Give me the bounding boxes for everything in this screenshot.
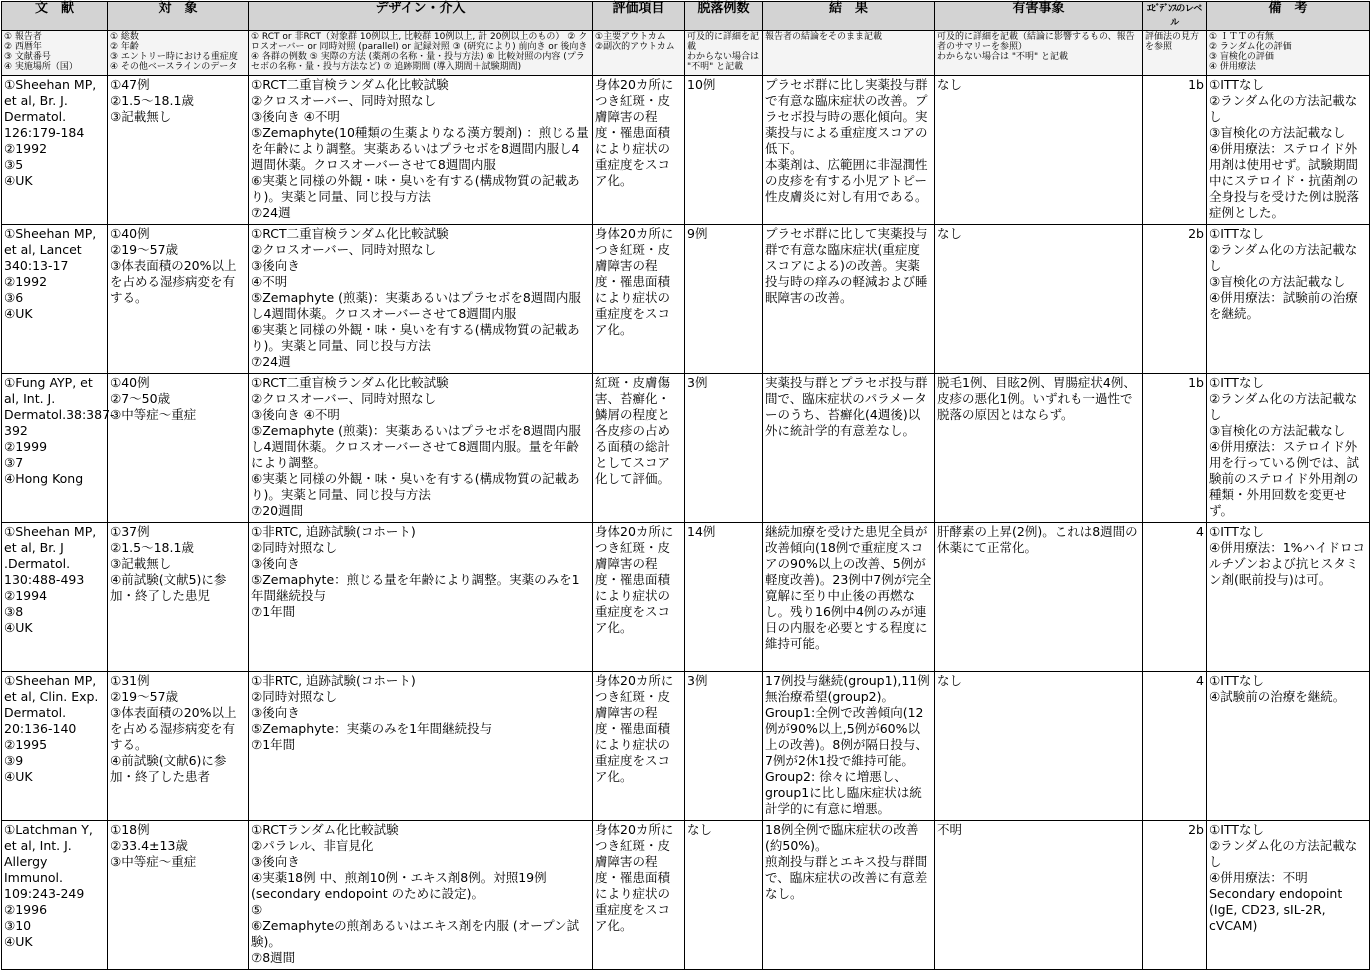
evaluation-cell: 身体20カ所につき紅斑・皮膚障害の程度・罹患面積により症状の重症度をスコア化。 [593, 225, 685, 374]
subjects-cell [108, 225, 249, 374]
design-line: ③後向き [251, 556, 300, 571]
design-line: ②クロスオーバー、同時対照なし [251, 391, 437, 406]
subjects-line: ③体表面積の20%以上を占める湿疹病変を有する。 [110, 258, 237, 305]
notes-line: ①ITTなし [1209, 524, 1264, 539]
notes-line: ②ランダム化の方法記載なし [1209, 838, 1358, 869]
design-line: ①RCTランダム化比較試験 [251, 822, 399, 837]
notes-line: ①ITTなし [1209, 226, 1264, 241]
notes-line: ②ランダム化の方法記載なし [1209, 242, 1358, 273]
subjects-line: ②19～57歳 [110, 689, 179, 704]
evaluation-cell: 身体20カ所につき紅斑・皮膚障害の程度・罹患面積により症状の重症度をスコア化。 [593, 672, 685, 821]
reference-line: ③5 [4, 157, 24, 172]
notes-line: ④併用療法：1%ハイドロコルチゾンおよび抗ヒスタミン剤(眠前投与)は可。 [1209, 540, 1366, 587]
design-line: ④実薬18例 中、煎剤10例・エキス剤8例。対照19例 (secondary endopoint のために設定)。 [251, 870, 547, 901]
dropout-cell: 3例 [685, 672, 763, 821]
subjects-line: ③中等症～重症 [110, 854, 197, 869]
evidence-level-cell: 4 [1143, 523, 1207, 672]
notes-line: ①ITTなし [1209, 375, 1264, 390]
column-header: 備 考 [1207, 2, 1370, 31]
subjects-line: ①47例 [110, 77, 150, 92]
notes-line: ③盲検化の方法記載なし [1209, 423, 1346, 438]
header-row [2, 2, 1370, 31]
column-header: 対 象 [108, 2, 249, 31]
subjects-line: ①18例 [110, 822, 150, 837]
design-line: ⑤Zemaphyte (煎薬)：実薬あるいはプラセボを8週間内服し4週間休薬。クロスオーバーさせて8週間内服 [251, 290, 581, 321]
table-row [2, 225, 1370, 374]
design-line: ①非RTC, 追跡試験(コホート) [251, 673, 416, 688]
notes-line: ①ITTなし [1209, 673, 1264, 688]
reference-cell [2, 523, 108, 672]
subjects-line: ④前試験(文献6)に参加・終了した患者 [110, 753, 227, 784]
design-line: ⑤Zemaphyte (煎薬)：実薬あるいはプラセボを8週間内服し4週間休薬。クロスオーバーさせて8週間内服。量を年齢により調整。 [251, 423, 581, 470]
subjects-line: ②19～57歳 [110, 242, 179, 257]
reference-cell [2, 374, 115, 523]
reference-line: ①Sheehan MP, et al, Br. J .Dermatol. 130:488-493 [4, 524, 97, 587]
reference-line: ②1992 [4, 274, 48, 289]
notes-cell [1207, 672, 1370, 821]
design-line: ⑤Zemaphyte：煎じる量を年齢により調整。実薬のみを1年間継続投与 [251, 572, 580, 603]
subjects-cell [108, 374, 249, 523]
notes-cell [1207, 821, 1370, 970]
reference-cell [2, 225, 108, 374]
evidence-level-cell: 1b [1143, 76, 1207, 225]
subjects-line: ①31例 [110, 673, 150, 688]
subjects-line: ③記載無し [110, 109, 172, 124]
design-line: ③後向き ④不明 [251, 109, 340, 124]
notes-line: ④併用療法：試験前の治療を継続。 [1209, 290, 1358, 321]
design-line: ⑥Zemaphyteの煎剤あるいはエキス剤を内服 (オープン試験)。 [251, 918, 580, 949]
notes-line: ②ランダム化の方法記載なし [1209, 391, 1358, 422]
reference-line: ①Sheehan MP, et al, Br. J. Dermatol. 126:179-184 [4, 77, 97, 140]
column-header: 結 果 [763, 2, 935, 31]
notes-cell [1207, 523, 1370, 672]
result-line: 継続加療を受けた患児全員が改善傾向(18例で重症度スコアの90%以上の改善、5例が軽度改善)。23例中7例が完全寛解に至り中止後の再燃なし。残り16例中4例のみが連日の内服を必要とする程度に維持可能。 [765, 524, 932, 651]
notes-cell [1207, 374, 1370, 523]
notes-line: ④試験前の治療を継続。 [1209, 689, 1346, 704]
subjects-line: ①40例 [110, 226, 150, 241]
column-instruction: ① ＩＴＴの有無 ② ランダム化の評価 ③ 盲検化の評価 ④ 併用療法 [1207, 31, 1370, 76]
design-line: ⑤ [251, 902, 263, 917]
reference-line: ④UK [4, 620, 33, 635]
column-instruction: 評価法の見方を参照 [1143, 31, 1207, 76]
column-header: ｴﾋﾞﾃﾞﾝｽのレベル [1143, 2, 1207, 31]
design-line: ③後向き [251, 705, 300, 720]
table-row [2, 374, 1370, 523]
design-line: ⑦1年間 [251, 604, 296, 619]
design-line: ③後向き ④不明 [251, 407, 340, 422]
result-cell [763, 523, 935, 672]
column-header: 有害事象 [935, 2, 1143, 31]
design-cell [249, 225, 593, 374]
column-header: 文 献 [2, 2, 108, 31]
design-line: ②同時対照なし [251, 689, 338, 704]
column-instruction: ①主要アウトカム ②副次的アウトカム [593, 31, 685, 76]
result-line: 煎剤投与群とエキス投与群間で、臨床症状の改善に有意差なし。 [765, 854, 928, 901]
subjects-line: ②1.5～18.1歳 [110, 540, 194, 555]
design-line: ②クロスオーバー、同時対照なし [251, 93, 437, 108]
design-line: ④不明 [251, 274, 288, 289]
result-line: 実薬投与群とプラセボ投与群間で、臨床症状のパラメーターのうち、苔癬化(4週後)以外に統計学的有意差なし。 [765, 375, 928, 438]
notes-line: ④併用療法：ステロイド外用を行っている例では、試験前のステロイド外用剤の種類・外用回数を変更せず。 [1209, 439, 1360, 518]
reference-line: ③9 [4, 753, 24, 768]
design-line: ⑦1年間 [251, 737, 296, 752]
column-instruction: ① 報告者 ② 西暦年 ③ 文献番号 ④ 実施場所（国） [2, 31, 108, 76]
reference-line: ④UK [4, 306, 33, 321]
design-line: ①RCT二重盲検ランダム化比較試験 [251, 375, 449, 390]
evaluation-cell: 身体20カ所につき紅斑・皮膚障害の程度・罹患面積により症状の重症度をスコア化。 [593, 76, 685, 225]
table-row [2, 672, 1370, 821]
design-line: ⑥実薬と同様の外観・味・臭いを有する(構成物質の記載あり)。実薬と同量、同じ投与方法 [251, 471, 580, 502]
subjects-line: ③記載無し [110, 556, 172, 571]
subjects-line: ④前試験(文献5)に参加・終了した患児 [110, 572, 227, 603]
table-body [2, 76, 1370, 970]
design-cell [249, 374, 593, 523]
design-line: ⑦20週間 [251, 503, 304, 518]
adverse-events-cell: なし [935, 76, 1143, 225]
dropout-cell: なし [685, 821, 763, 970]
design-line: ③後向き [251, 258, 300, 273]
subjects-cell [108, 76, 249, 225]
column-instruction: 可及的に詳細を記載 わからない場合は "不明" と記載 [685, 31, 763, 76]
evidence-level-cell: 1b [1143, 374, 1207, 523]
design-line: ①RCT二重盲検ランダム化比較試験 [251, 226, 449, 241]
dropout-cell: 3例 [685, 374, 763, 523]
column-header: デザイン・介入 [249, 2, 593, 31]
result-line: プラセボ群に比し実薬投与群で有意な臨床症状の改善。プラセボ投与時の悪化傾向。実薬投与による重症度スコアの低下。 [765, 77, 928, 156]
subjects-line: ②7～50歳 [110, 391, 171, 406]
result-cell [763, 672, 935, 821]
subjects-line: ③中等症～重症 [110, 407, 197, 422]
evaluation-cell: 身体20カ所につき紅斑・皮膚障害の程度・罹患面積により症状の重症度をスコア化。 [593, 523, 685, 672]
design-line: ③後向き [251, 854, 300, 869]
result-line: 本薬剤は、広範囲に非湿潤性の皮疹を有する小児アトピー性皮膚炎に対し有用である。 [765, 157, 928, 204]
design-line: ⑥実薬と同様の外観・味・臭いを有する(構成物質の記載あり)。実薬と同量、同じ投与方法 [251, 173, 580, 204]
reference-line: ④UK [4, 173, 33, 188]
reference-line: ②1992 [4, 141, 48, 156]
adverse-events-cell: 不明 [935, 821, 1143, 970]
reference-line: ②1994 [4, 588, 48, 603]
evaluation-cell: 身体20カ所につき紅斑・皮膚障害の程度・罹患面積により症状の重症度をスコア化。 [593, 821, 685, 970]
design-cell [249, 672, 593, 821]
reference-line: ④UK [4, 934, 33, 949]
notes-line: ④併用療法：不明 [1209, 870, 1308, 885]
design-line: ②クロスオーバー、同時対照なし [251, 242, 437, 257]
adverse-events-cell: なし [935, 672, 1143, 821]
subjects-cell [108, 523, 249, 672]
reference-line: ②1995 [4, 737, 48, 752]
evaluation-cell: 紅斑・皮膚傷害、苔癬化・鱗屑の程度と各皮疹の占める面積の総計としてスコア化して評価。 [593, 374, 685, 523]
evidence-table [1, 1, 1370, 970]
subheader-row [2, 31, 1370, 76]
result-line: 18例全例で臨床症状の改善(約50%)。 [765, 822, 919, 853]
design-line: ⑦8週間 [251, 950, 296, 965]
reference-line: ④Hong Kong [4, 471, 84, 486]
result-cell [763, 225, 935, 374]
reference-line: ②1996 [4, 902, 48, 917]
result-line: プラセボ群に比して実薬投与群で有意な臨床症状(重症度スコアによる)の改善。実薬投与時の痒みの軽減および睡眠障害の改善。 [765, 226, 928, 305]
reference-cell [2, 672, 108, 821]
design-line: ①非RTC, 追跡試験(コホート) [251, 524, 416, 539]
result-cell [763, 76, 935, 225]
notes-line: ③盲検化の方法記載なし [1209, 274, 1346, 289]
adverse-events-cell: 脱毛1例、目眩2例、胃腸症状4例、皮疹の悪化1例。いずれも一過性で脱落の原因とはならず。 [935, 374, 1143, 523]
evidence-level-cell: 2b [1143, 821, 1207, 970]
design-line: ②同時対照なし [251, 540, 338, 555]
design-line: ⑤Zemaphyte(10種類の生薬よりなる漢方製剤) ：煎じる量を年齢により調整。実薬あるいはプラセボを8週間内服し4週間休薬。クロスオーバーさせて8週間内服 [251, 125, 589, 172]
column-instruction: 可及的に詳細を記載（結論に影響するもの、報告者のサマリーを参照） わからない場合は "不明" と記載 [935, 31, 1143, 76]
subjects-line: ②1.5～18.1歳 [110, 93, 194, 108]
reference-line: ③8 [4, 604, 24, 619]
reference-line: ②1999 [4, 439, 48, 454]
reference-line: ①Fung AYP, et al, Int. J. Dermatol.38:387-392 [4, 375, 115, 438]
result-cell [763, 821, 935, 970]
notes-line: Secondary endopoint (IgE, CD23, sIL-2R, cVCAM) [1209, 886, 1343, 933]
table-row [2, 821, 1370, 970]
design-line: ⑦24週 [251, 354, 291, 369]
notes-line: ②ランダム化の方法記載なし [1209, 93, 1358, 124]
column-header: 脱落例数 [685, 2, 763, 31]
subjects-cell [108, 672, 249, 821]
adverse-events-cell: 肝酵素の上昇(2例)。これは8週間の休薬にて正常化。 [935, 523, 1143, 672]
dropout-cell: 9例 [685, 225, 763, 374]
reference-line: ③7 [4, 455, 24, 470]
design-cell [249, 76, 593, 225]
subjects-line: ③体表面積の20%以上を占める湿疹病変を有する。 [110, 705, 237, 752]
result-line: 17例投与継続(group1),11例無治療希望(group2)。Group1:全例で改善傾向(12例が90%以上,5例が60%以上の改善)。8例が隔日投与、7例が2休1投で維持可能。Group2: 徐々に増悪し、group1に比し臨床症状は統計学的に有意に増悪。 [765, 673, 930, 816]
reference-line: ①Sheehan MP, et al, Lancet 340:13-17 [4, 226, 97, 273]
notes-line: ③盲検化の方法記載なし [1209, 125, 1346, 140]
design-line: ①RCT二重盲検ランダム化比較試験 [251, 77, 449, 92]
result-cell [763, 374, 935, 523]
design-cell [249, 523, 593, 672]
reference-line: ①Latchman Y, et al, Int. J. Allergy Immunol. 109:243-249 [4, 822, 93, 901]
design-line: ②パラレル、非盲見化 [251, 838, 374, 853]
dropout-cell: 14例 [685, 523, 763, 672]
table-row [2, 76, 1370, 225]
column-instruction: 報告者の結論をそのまま記載 [763, 31, 935, 76]
column-header: 評価項目 [593, 2, 685, 31]
notes-line: ①ITTなし [1209, 822, 1264, 837]
design-line: ⑥実薬と同様の外観・味・臭いを有する(構成物質の記載あり)。実薬と同量、同じ投与方法 [251, 322, 580, 353]
notes-cell [1207, 225, 1370, 374]
column-instruction: ① 総数 ② 年齢 ③ エントリー時における重症度 ④ その他ベースラインのデータ [108, 31, 249, 76]
evidence-level-cell: 4 [1143, 672, 1207, 821]
notes-line: ④併用療法：ステロイド外用剤は使用せず。試験期間中にステロイド・抗菌剤の全身投与を受けた例は脱落症例とした。 [1209, 141, 1360, 220]
column-instruction: ① RCT or 非RCT（対象群 10例以上, 比較群 10例以上, 計 20例以上のもの） ② クロスオーバー or 同時対照 (parallel) or 記録対照 ③ (研究により) 前向き or 後向き ④ 各群の例数 ⑤ 実際の方法 (薬剤の名称・量・投与方法) ⑥ 比較対照の内容 (プラセボの名称・量・投与方法など) ⑦ 追跡期間 (導入期間＋試験期間) [249, 31, 593, 76]
reference-cell [2, 821, 108, 970]
reference-line: ④UK [4, 769, 33, 784]
subjects-line: ①40例 [110, 375, 150, 390]
reference-cell [2, 76, 108, 225]
reference-line: ①Sheehan MP, et al, Clin. Exp. Dermatol. 20:136-140 [4, 673, 99, 736]
subjects-line: ①37例 [110, 524, 150, 539]
dropout-cell: 10例 [685, 76, 763, 225]
notes-cell [1207, 76, 1370, 225]
reference-line: ③10 [4, 918, 32, 933]
table-row [2, 523, 1370, 672]
design-cell [249, 821, 593, 970]
evidence-level-cell: 2b [1143, 225, 1207, 374]
design-line: ⑤Zemaphyte：実薬のみを1年間継続投与 [251, 721, 493, 736]
notes-line: ①ITTなし [1209, 77, 1264, 92]
reference-line: ③6 [4, 290, 24, 305]
subjects-line: ②33.4±13歳 [110, 838, 188, 853]
subjects-cell [108, 821, 249, 970]
design-line: ⑦24週 [251, 205, 291, 220]
adverse-events-cell: なし [935, 225, 1143, 374]
